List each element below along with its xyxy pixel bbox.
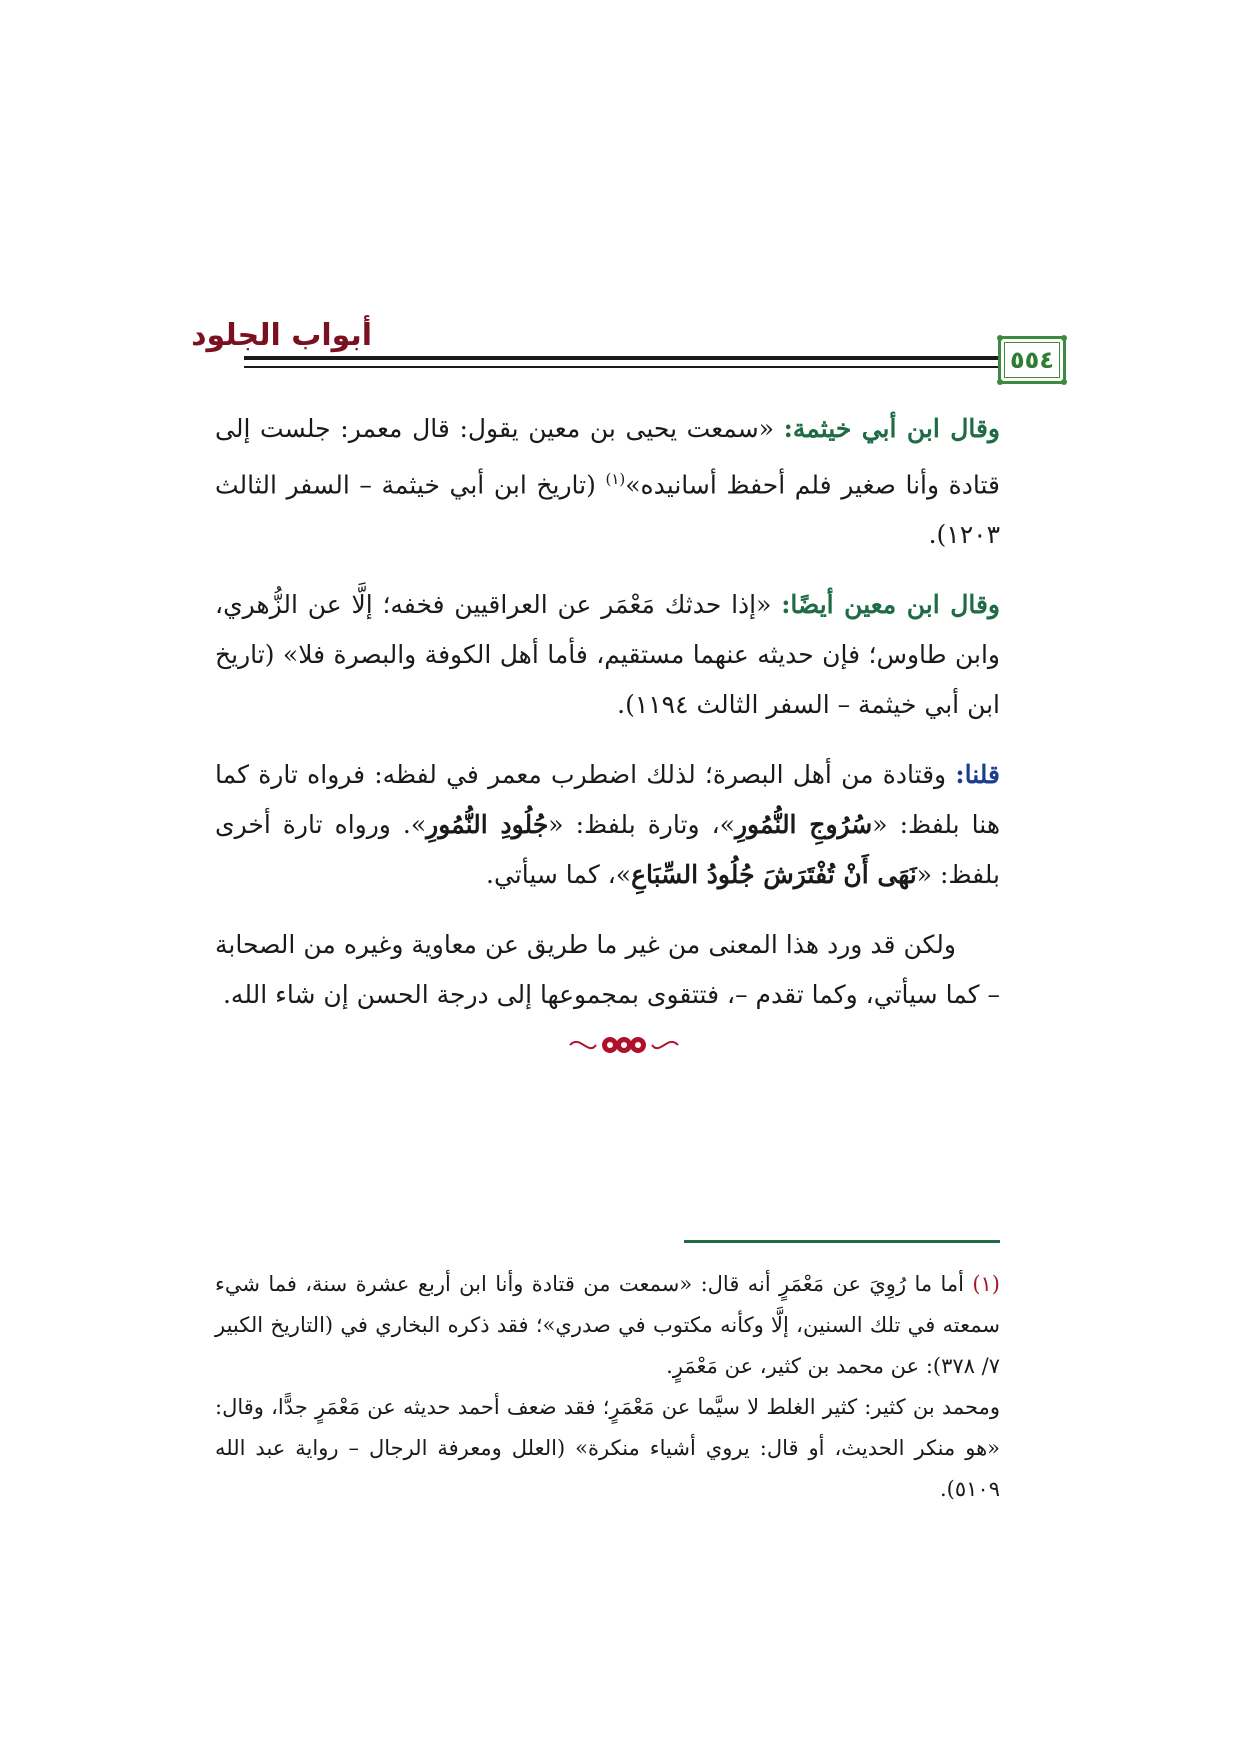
header-rule-thick [244, 356, 1000, 360]
frame-corner-icon [997, 335, 1003, 341]
footnote [215, 1264, 1000, 1387]
paragraph [215, 920, 1000, 1020]
footnote-separator [684, 1240, 1000, 1243]
frame-corner-icon [1061, 379, 1067, 385]
paragraph-tail: (تاريخ ابن أبي خيثمة – السفر الثالث ١٢٠٣). [215, 470, 1000, 550]
frame-corner-icon [1061, 335, 1067, 341]
paragraph [215, 750, 1000, 900]
footnote-number: (١) [972, 1272, 1000, 1296]
paragraph-text: »، كما سيأتي. [486, 860, 632, 890]
page-number-frame [998, 336, 1066, 384]
footnote-text: ومحمد بن كثير: كثير الغلط لا سيَّما عن مَعْمَرٍ؛ فقد ضعف أحمد حديثه عن مَعْمَرٍ جدًّا، وقال: «هو منكر الحديث، أو قال: يروي أشياء منكرة» (العلل ومعرفة الرجال – رواية عبد الله ٥١٠٩). [215, 1395, 1000, 1501]
paragraph-text: وقتادة من أهل البصرة؛ لذلك اضطرب معمر في لفظه: فرواه تارة كما هنا بلفظ: « [215, 760, 1001, 840]
header-rule-thin [244, 366, 1000, 368]
paragraph-lead: وقال ابن أبي خيثمة: [783, 414, 1001, 443]
paragraph-lead: وقال ابن معين أيضًا: [781, 590, 1000, 620]
footnote [215, 1387, 1000, 1510]
paragraph-text: ». ورواه تارة أخرى بلفظ: « [215, 810, 1000, 890]
paragraph-text: «إذا حدثك مَعْمَر عن العراقيين فخفه؛ إلَّا عن الزُّهري، وابن طاوس؛ فإن حديثه عنهما مستقيم، فأما أهل الكوفة والبصرة فلا» (تاريخ ابن أبي خيثمة – السفر الثالث ١١٩٤). [215, 590, 1000, 720]
footnote-text: أما ما رُوِيَ عن مَعْمَرٍ أنه قال: «سمعت من قتادة وأنا ابن أربع عشرة سنة، فما شيء سمعته في تلك السنين، إلَّا وكأنه مكتوب في صدري»؛ فقد ذكره البخاري في (التاريخ الكبير ٧/ ٣٧٨): عن محمد بن كثير، عن مَعْمَرٍ. [215, 1272, 1000, 1378]
frame-corner-icon [997, 379, 1003, 385]
footnote-ref[interactable]: (١) [605, 470, 626, 488]
paragraph-text: »، وتارة بلفظ: « [548, 810, 735, 840]
paragraph-text: «سمعت يحيى بن معين يقول: قال معمر: جلست إلى قتادة وأنا صغير فلم أحفظ أسانيده» [215, 414, 1001, 500]
running-title: أبواب الجلود [191, 318, 372, 353]
floral-divider-icon [566, 1030, 682, 1060]
paragraph-text: ولكن قد ورد هذا المعنى من غير ما طريق عن معاوية وغيره من الصحابة – كما سيأتي، وكما تقدم –، فتتقوى بمجموعها إلى درجة الحسن إن شاء الله. [215, 930, 1000, 1010]
paragraph [215, 404, 1000, 560]
quoted-hadith-wording: نَهَى أَنْ تُفْتَرَشَ جُلُودُ السِّبَاعِ [631, 860, 917, 890]
paragraph-lead: قلنا: [955, 760, 1000, 790]
main-text [215, 404, 1000, 1040]
footnotes [215, 1264, 1000, 1510]
page-number: ٥٥٤ [1010, 346, 1054, 374]
quoted-hadith-wording: جُلُودِ النُّمُورِ [426, 810, 549, 840]
quoted-hadith-wording: سُرُوجِ النُّمُورِ [734, 810, 873, 840]
paragraph [215, 580, 1000, 730]
